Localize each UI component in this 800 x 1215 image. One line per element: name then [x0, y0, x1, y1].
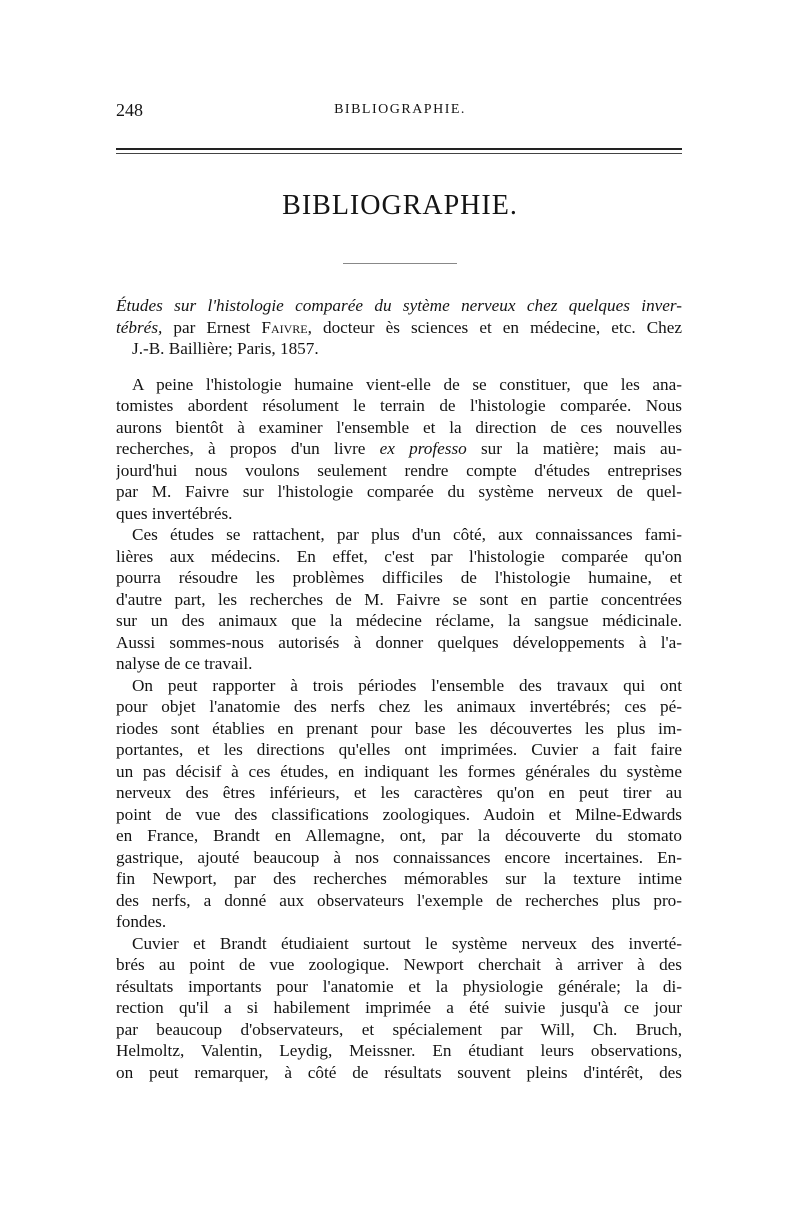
text-line: point de vue des classifications zoologiques. Audoin et Milne-Edwards: [116, 804, 682, 824]
citation-text: par Ernest: [162, 317, 262, 337]
text-line: lières aux médecins. En effet, c'est par l'histologie comparée qu'on: [116, 546, 682, 566]
text-line: A peine l'histologie humaine vient-elle de se constituer, que les ana-: [132, 374, 682, 394]
paragraph: [116, 675, 682, 933]
text-line: riodes sont établies en prenant pour base les découvertes les plus im-: [116, 718, 682, 738]
text-line: fin Newport, par des recherches mémorables sur la texture intime: [116, 869, 682, 888]
text-line: par beaucoup d'observateurs, et spécialement par Will, Ch. Bruch,: [116, 1019, 682, 1039]
text-line: rection qu'il a si habilement imprimée a été suivie jusqu'à ce jour: [116, 998, 682, 1017]
text-line: Ces études se rattachent, par plus d'un côté, aux connaissances fami-: [132, 525, 682, 544]
section-heading: BIBLIOGRAPHIE.: [282, 190, 518, 221]
text-line: nerveux des êtres inférieurs, et les caractères qu'on en peut tirer au: [116, 783, 682, 802]
citation-line: J.-B. Baillière; Paris, 1857.: [132, 339, 319, 358]
text-line: recherches, à propos d'un livre ex professo sur la matière; mais au-: [116, 439, 682, 458]
text-line: nalyse de ce travail.: [116, 654, 253, 673]
citation-line: [116, 295, 682, 317]
header-rule-thick: [116, 148, 682, 150]
latin-phrase: ex professo: [379, 439, 467, 458]
citation-author: Faivre: [261, 317, 308, 337]
text-line: brés au point de vue zoologique. Newport cherchait à arriver à des: [116, 955, 682, 974]
citation-text: , docteur ès sciences et en médecine, etc. Chez: [307, 317, 682, 337]
text-line: aurons bientôt à examiner l'ensemble et la direction de ces nouvelles: [116, 417, 682, 437]
running-title: BIBLIOGRAPHIE.: [334, 102, 466, 117]
text-line: d'autre part, les recherches de M. Faivre se sont en partie concentrées: [116, 589, 682, 609]
text-line: ques invertébrés.: [116, 503, 233, 523]
citation-title: Études sur l'histologie comparée du sytème nerveux chez quelques inver-: [116, 296, 682, 315]
text-line: sur un des animaux que la médecine réclame, la sangsue médicinale.: [116, 611, 682, 630]
text-line: portantes, et les directions qu'elles ont imprimées. Cuvier a fait faire: [116, 740, 682, 759]
citation-line: [116, 317, 682, 339]
page-body: [116, 295, 682, 1083]
citation: [116, 295, 682, 360]
header-rule-thin: [116, 153, 682, 154]
text-line: On peut rapporter à trois périodes l'ensemble des travaux qui ont: [132, 675, 682, 695]
text-line: un pas décisif à ces études, en indiquant les formes générales du système: [116, 761, 682, 781]
text-line: résultats importants pour l'anatomie et la physiologie générale; la di-: [116, 976, 682, 996]
citation-title: tébrés,: [116, 317, 163, 337]
text-line: Aussi sommes-nous autorisés à donner quelques développements à l'a-: [116, 632, 682, 652]
text-line: en France, Brandt en Allemagne, ont, par la découverte du stomato: [116, 826, 682, 845]
paragraph: [116, 524, 682, 675]
text-line: tomistes abordent résolument le terrain de l'histologie comparée. Nous: [116, 396, 682, 415]
text-line: on peut remarquer, à côté de résultats souvent pleins d'intérêt, des: [116, 1062, 682, 1082]
text-line: pourra résoudre les problèmes difficiles de l'histologie humaine, et: [116, 568, 682, 587]
heading-divider: [343, 263, 457, 264]
text-line: jourd'hui nous voulons seulement rendre compte d'études entreprises: [116, 460, 682, 480]
text-line: des nerfs, a donné aux observateurs l'exemple de recherches plus pro-: [116, 890, 682, 910]
page-number: 248: [116, 100, 143, 120]
paragraph: [116, 933, 682, 1084]
text-line: pour objet l'anatomie des nerfs chez les animaux invertébrés; ces pé-: [116, 697, 682, 716]
paragraph: [116, 374, 682, 525]
text-line: fondes.: [116, 912, 167, 931]
text-line: par M. Faivre sur l'histologie comparée du système nerveux de quel-: [116, 482, 682, 501]
text-line: Cuvier et Brandt étudiaient surtout le système nerveux des inverté-: [132, 933, 682, 953]
text-line: Helmoltz, Valentin, Leydig, Meissner. En étudiant leurs observations,: [116, 1041, 682, 1060]
text-line: gastrique, ajouté beaucoup à nos connaissances encore incertaines. En-: [116, 847, 682, 867]
